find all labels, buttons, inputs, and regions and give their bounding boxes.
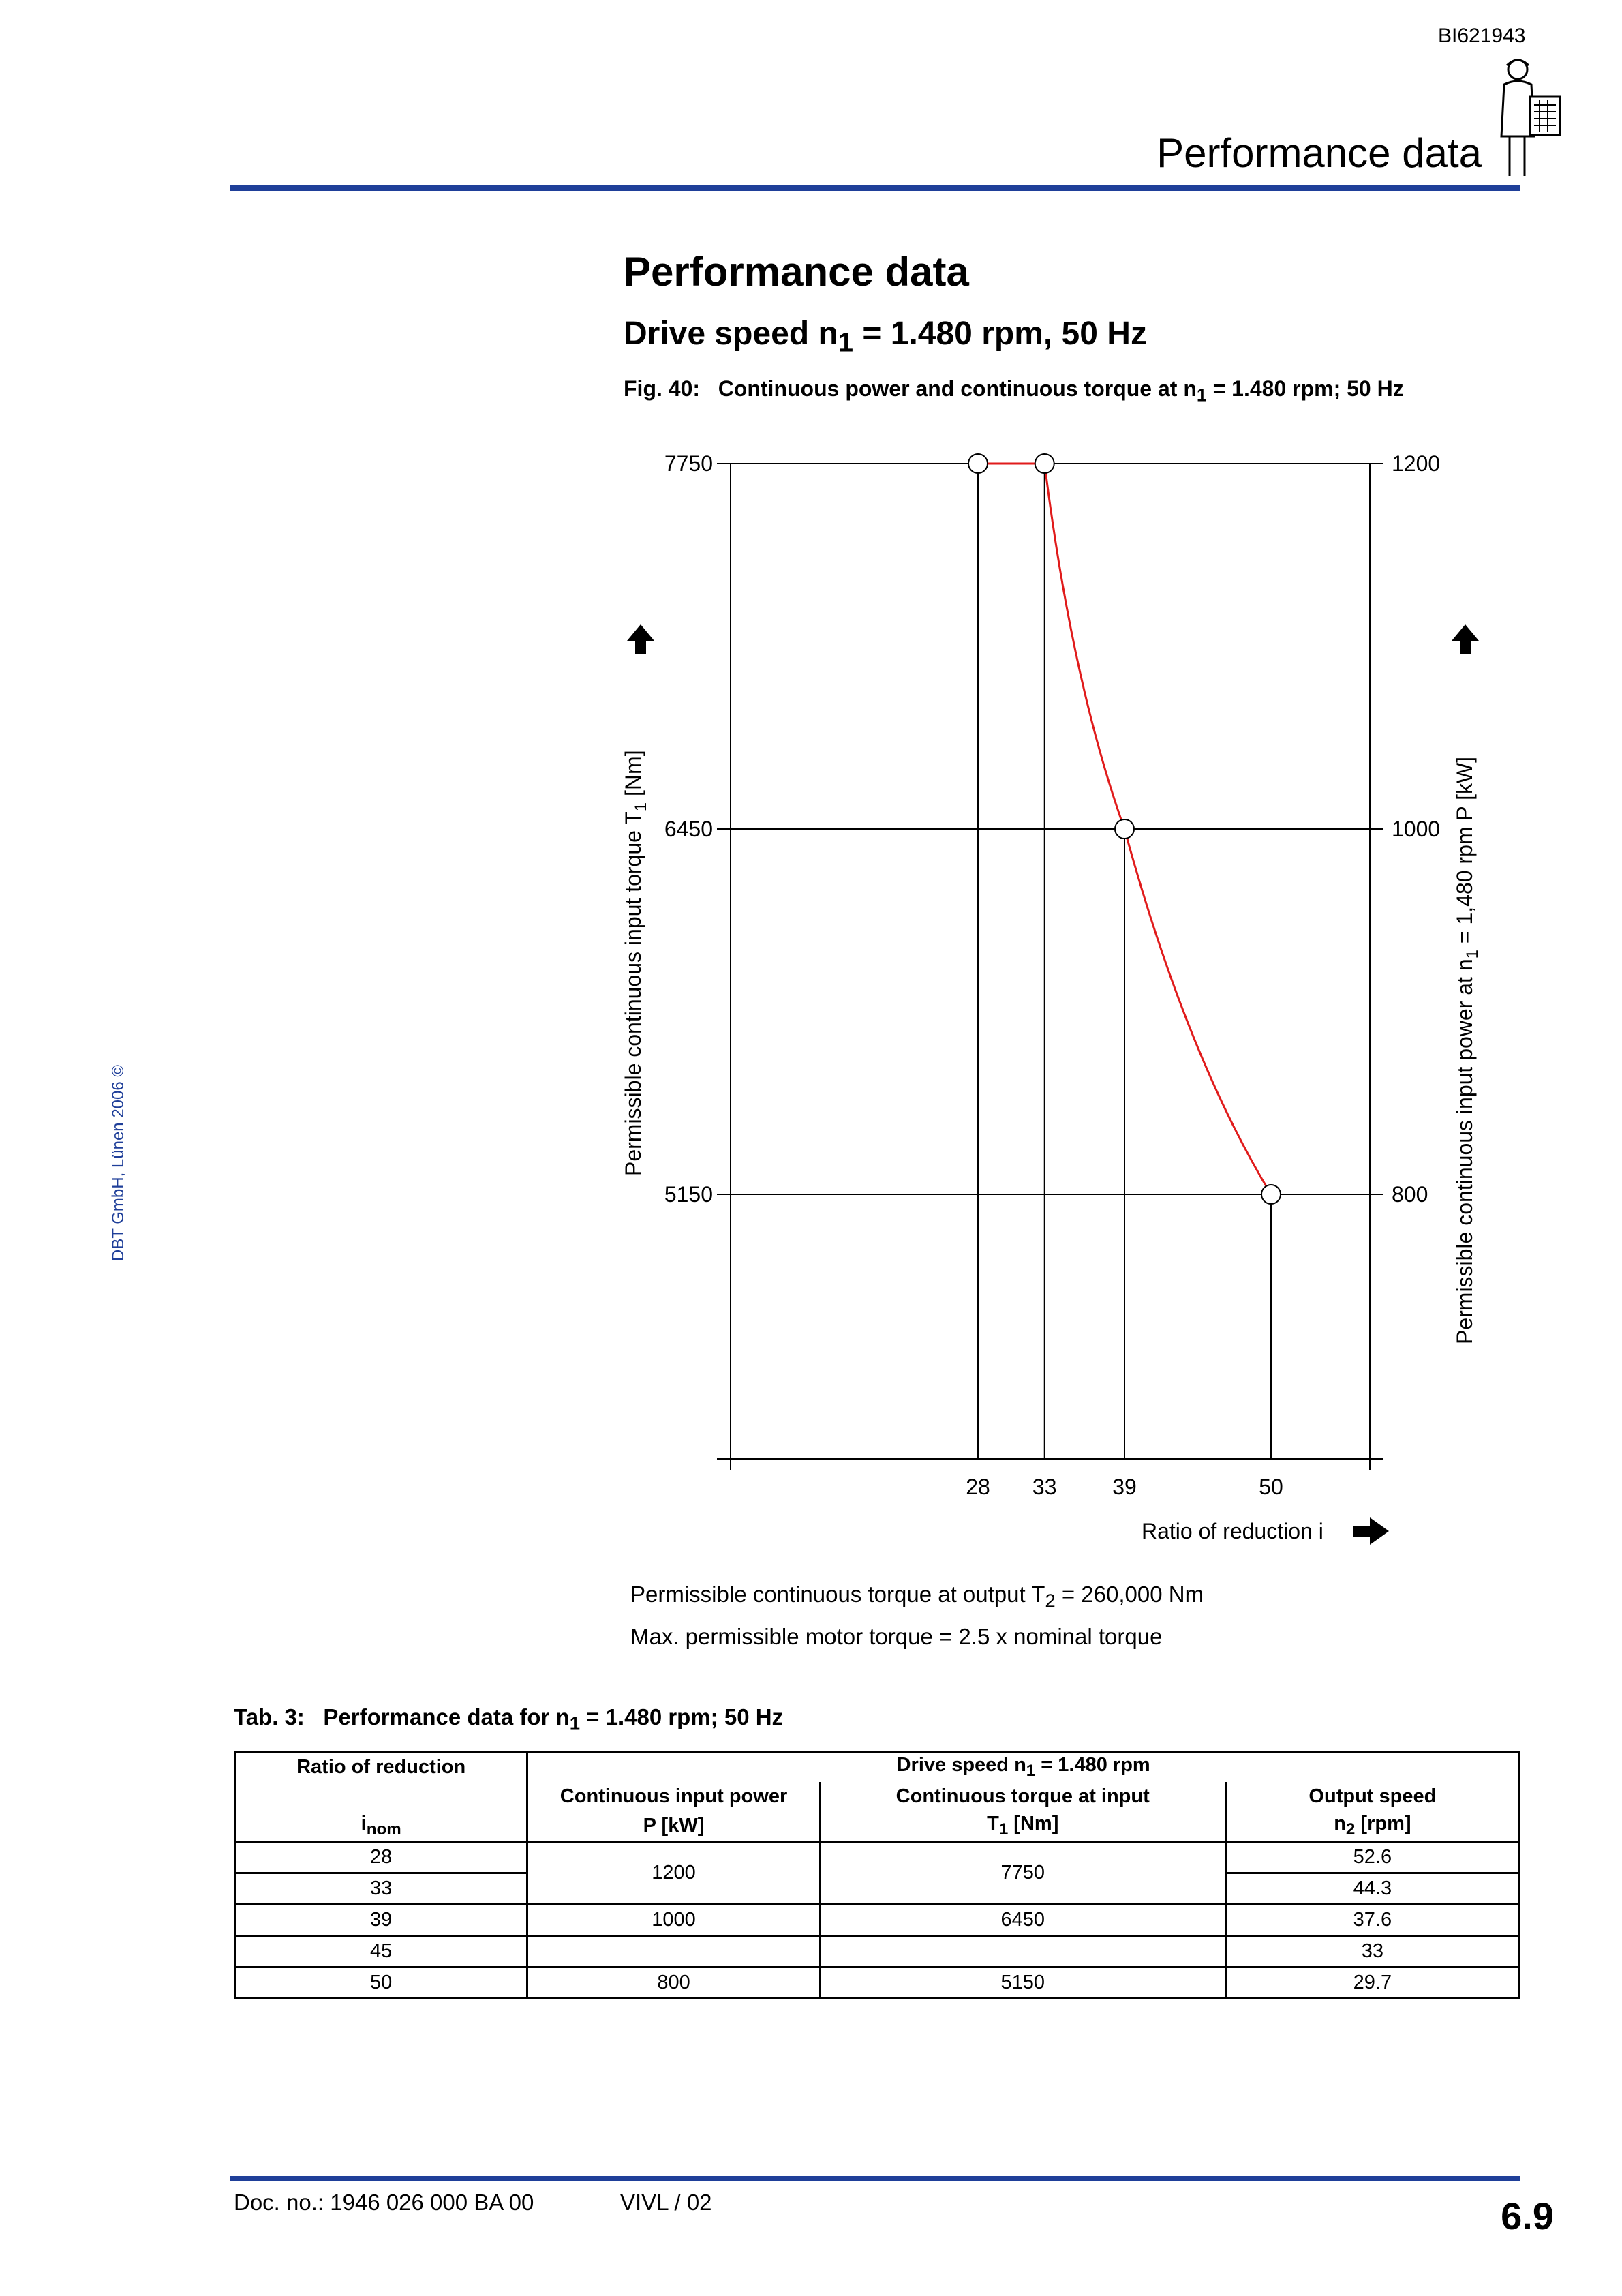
col-torque-header-2: $T_1$ [Nm] bbox=[820, 1811, 1225, 1842]
col-power-header-2: P [kW] bbox=[527, 1811, 820, 1842]
cell-power: 1200 bbox=[527, 1842, 820, 1905]
header-rule bbox=[230, 185, 1520, 191]
col-power-header-1: Continuous input power bbox=[527, 1782, 820, 1811]
side-copyright: DBT GmbH, Lünen 2006 © bbox=[109, 1064, 127, 1261]
col-ratio-symbol: $i_{nom}$ bbox=[235, 1811, 527, 1842]
cell-power bbox=[527, 1936, 820, 1967]
y-left-tick-label: 6450 bbox=[664, 817, 713, 841]
table-row bbox=[235, 1967, 1520, 1999]
cell-speed: 44.3 bbox=[1225, 1873, 1519, 1905]
cell-torque: 7750 bbox=[820, 1842, 1225, 1905]
table-row bbox=[235, 1936, 1520, 1967]
y-right-tick-label: 800 bbox=[1392, 1182, 1428, 1207]
cell-torque bbox=[820, 1936, 1225, 1967]
y-left-tick-label: 5150 bbox=[664, 1182, 713, 1207]
y-right-axis-arrow bbox=[1452, 624, 1479, 654]
x-tick-label: 50 bbox=[1259, 1475, 1283, 1499]
col-torque-header-1: Continuous torque at input bbox=[820, 1782, 1225, 1811]
cell-power: 1000 bbox=[527, 1905, 820, 1936]
y-right-axis-label: Permissible continuous input power at $n_1 = 1,480$ rpm P [kW] bbox=[1452, 756, 1482, 1344]
col-ratio-spacer bbox=[235, 1782, 527, 1811]
x-tick-label: 28 bbox=[966, 1475, 990, 1499]
cell-ratio: 50 bbox=[235, 1967, 527, 1999]
cell-speed: 37.6 bbox=[1225, 1905, 1519, 1936]
x-tick-label: 33 bbox=[1032, 1475, 1057, 1499]
x-axis-label: Ratio of reduction i bbox=[1142, 1519, 1323, 1543]
y-left-axis-arrow bbox=[627, 624, 654, 654]
y-right-tick-label: 1000 bbox=[1392, 817, 1441, 841]
cell-ratio: 33 bbox=[235, 1873, 527, 1905]
cell-power: 800 bbox=[527, 1967, 820, 1999]
figure-caption: Fig. 40: Continuous power and continuous torque at $n_1 = 1.480$ rpm; 50 Hz bbox=[624, 376, 1404, 406]
section-title: Performance data bbox=[624, 249, 969, 294]
page-number: 6.9 bbox=[1501, 2194, 1554, 2237]
cell-speed: 52.6 bbox=[1225, 1842, 1519, 1873]
cell-torque: 5150 bbox=[820, 1967, 1225, 1999]
section-subtitle: Drive speed $n_1 = 1.480$ rpm, 50 Hz bbox=[624, 316, 1147, 358]
data-point bbox=[968, 454, 988, 473]
footer-rule bbox=[230, 2176, 1520, 2181]
col-speed-header-1: Output speed bbox=[1225, 1782, 1519, 1811]
data-point bbox=[1035, 454, 1054, 473]
performance-table bbox=[234, 1751, 1520, 1999]
header-title: Performance data bbox=[1157, 130, 1482, 176]
cell-ratio: 39 bbox=[235, 1905, 527, 1936]
data-point bbox=[1261, 1185, 1281, 1204]
y-left-axis-label: Permissible continuous input torque $T_1$ [Nm] bbox=[621, 750, 650, 1176]
worker-icon bbox=[1489, 55, 1571, 181]
chart-notes bbox=[630, 1577, 1204, 1655]
note-output-torque: Permissible continuous torque at output $T_2 = 260,000$ Nm bbox=[630, 1582, 1204, 1612]
note-motor-torque: Max. permissible motor torque = 2.5 x nominal torque bbox=[630, 1623, 1163, 1649]
x-tick-label: 39 bbox=[1112, 1475, 1137, 1499]
doc-version: VIVL / 02 bbox=[620, 2190, 712, 2215]
y-right-tick-label: 1200 bbox=[1392, 451, 1441, 476]
document-id: BI621943 bbox=[1438, 25, 1526, 47]
col-speed-header-2: $n_2$ [rpm] bbox=[1225, 1811, 1519, 1842]
performance-chart bbox=[600, 423, 1486, 1582]
doc-number: Doc. no.: 1946 026 000 BA 00 bbox=[234, 2190, 534, 2215]
table-row bbox=[235, 1842, 1520, 1873]
cell-ratio: 28 bbox=[235, 1842, 527, 1873]
cell-speed: 33 bbox=[1225, 1936, 1519, 1967]
table-caption: Tab. 3: Performance data for $n_1 = 1.480$ rpm; 50 Hz bbox=[234, 1704, 784, 1734]
group-header: Drive speed $n_1 = 1.480$ rpm bbox=[527, 1752, 1520, 1783]
cell-speed: 29.7 bbox=[1225, 1967, 1519, 1999]
cell-ratio: 45 bbox=[235, 1936, 527, 1967]
col-ratio-header: Ratio of reduction bbox=[235, 1752, 527, 1783]
x-axis-arrow bbox=[1353, 1517, 1389, 1545]
cell-torque: 6450 bbox=[820, 1905, 1225, 1936]
y-left-tick-label: 7750 bbox=[664, 451, 713, 476]
data-point bbox=[1115, 819, 1134, 839]
table-row bbox=[235, 1905, 1520, 1936]
